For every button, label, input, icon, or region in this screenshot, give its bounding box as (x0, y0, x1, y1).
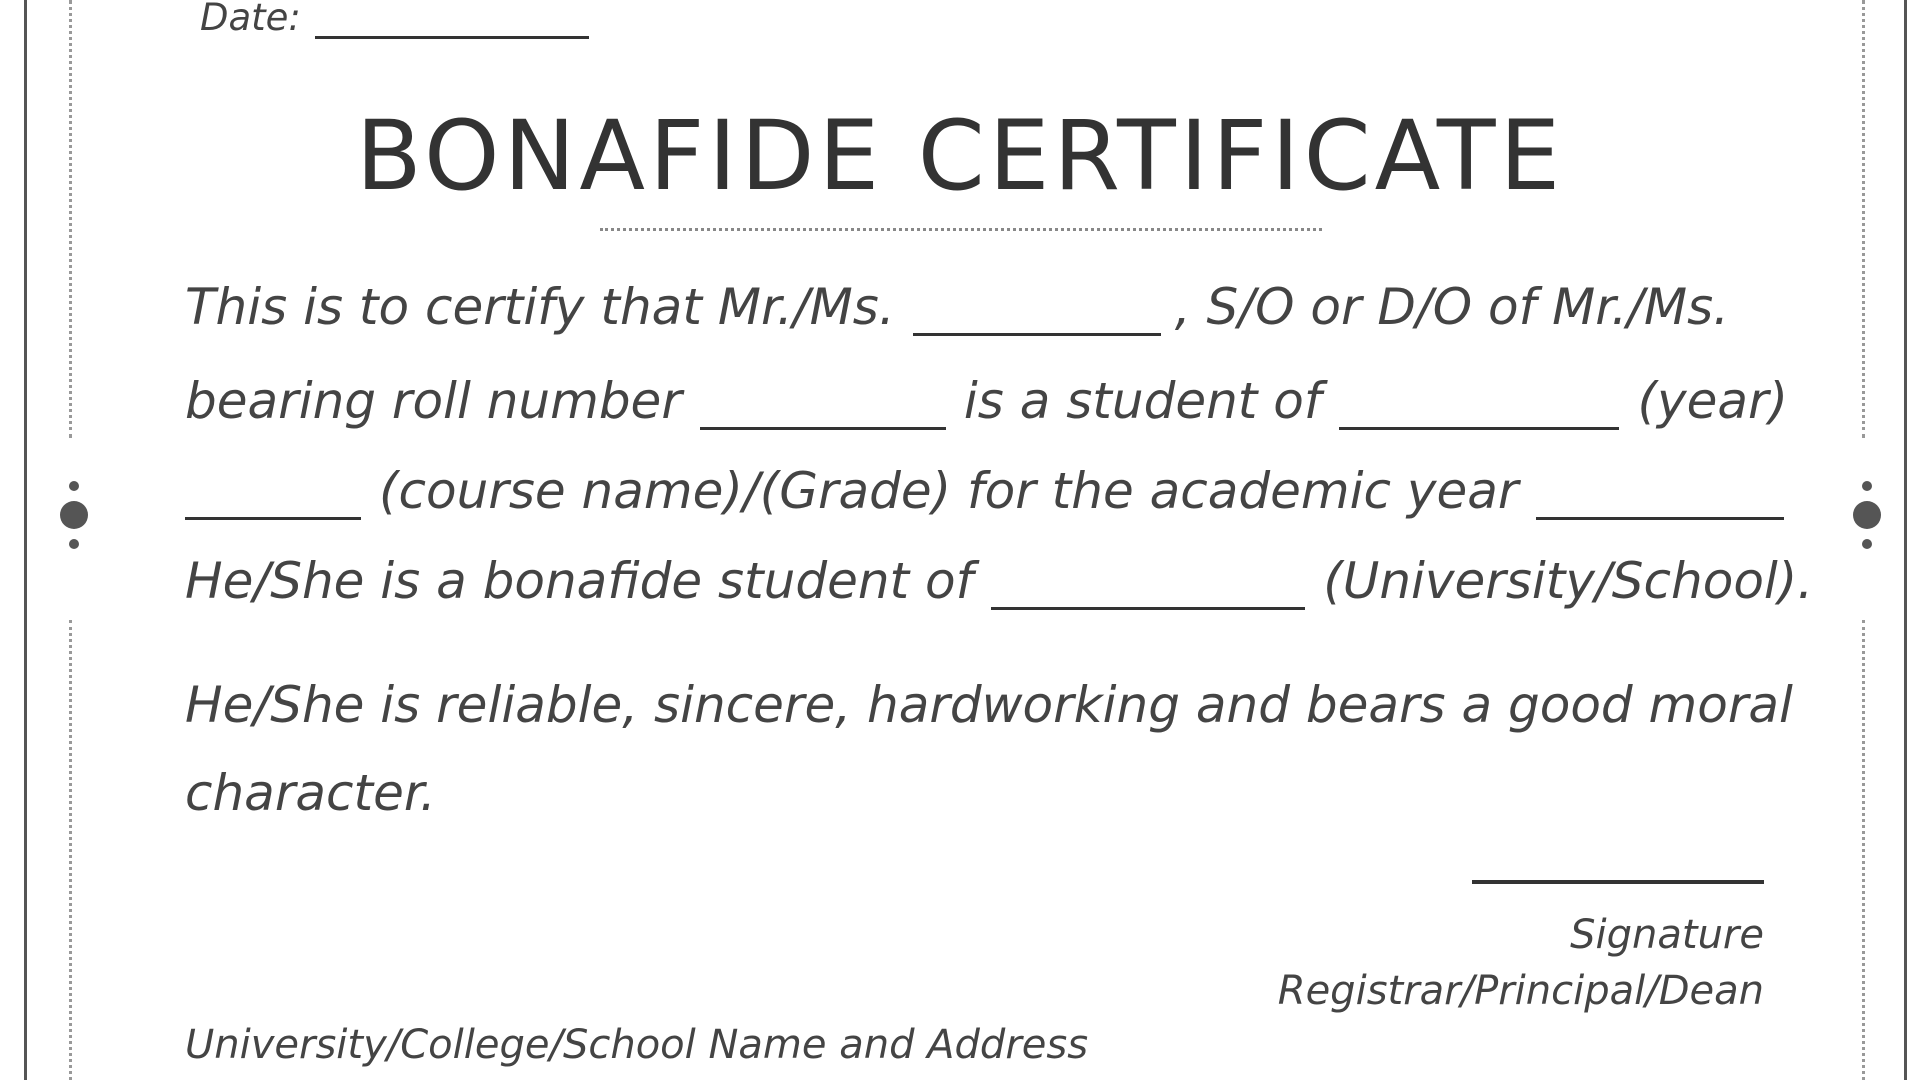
dotted-border-left-top (69, 0, 72, 438)
dotted-border-left-bottom (69, 620, 72, 1080)
body-line-4 (185, 552, 1813, 610)
date-blank[interactable] (315, 4, 589, 39)
line1-text-b: , S/O or D/O of Mr./Ms. (1174, 278, 1730, 336)
certificate-title: BONAFIDE CERTIFICATE (355, 100, 1565, 212)
course-blank[interactable] (185, 477, 361, 520)
line1-text-a: This is to certify that Mr./Ms. (185, 278, 895, 336)
institution-blank[interactable] (991, 567, 1305, 610)
line4-text-a: He/She is a bonafide student of (185, 552, 974, 610)
body-line-5: He/She is reliable, sincere, hardworking and bears a good moral (185, 676, 1793, 734)
ornament-right-icon (1852, 481, 1882, 553)
academic-year-blank[interactable] (1536, 477, 1784, 520)
institution-name-address: University/College/School Name and Address (185, 1022, 1089, 1068)
body-line-1 (185, 278, 1729, 336)
roll-number-blank[interactable] (700, 387, 946, 430)
date-label: Date: (200, 0, 301, 39)
student-name-blank[interactable] (913, 293, 1161, 336)
line3-text-a: (course name)/(Grade) for the academic year (379, 462, 1519, 520)
date-row (200, 0, 589, 39)
body-line-6: character. (185, 764, 436, 822)
signature-label: Signature (1570, 912, 1764, 958)
dotted-border-right-bottom (1862, 620, 1865, 1080)
line2-text-b: is a student of (963, 372, 1322, 430)
signature-line[interactable] (1472, 880, 1764, 884)
body-line-3 (185, 462, 1802, 520)
ornament-left-icon (59, 481, 89, 553)
dotted-border-right-top (1862, 0, 1865, 438)
signatory-title: Registrar/Principal/Dean (1277, 968, 1764, 1014)
year-blank[interactable] (1339, 387, 1619, 430)
line4-text-b: (University/School). (1323, 552, 1814, 610)
line2-text-c: (year) (1637, 372, 1789, 430)
body-line-2 (185, 372, 1788, 430)
line2-text-a: bearing roll number (185, 372, 682, 430)
title-divider (600, 228, 1322, 231)
